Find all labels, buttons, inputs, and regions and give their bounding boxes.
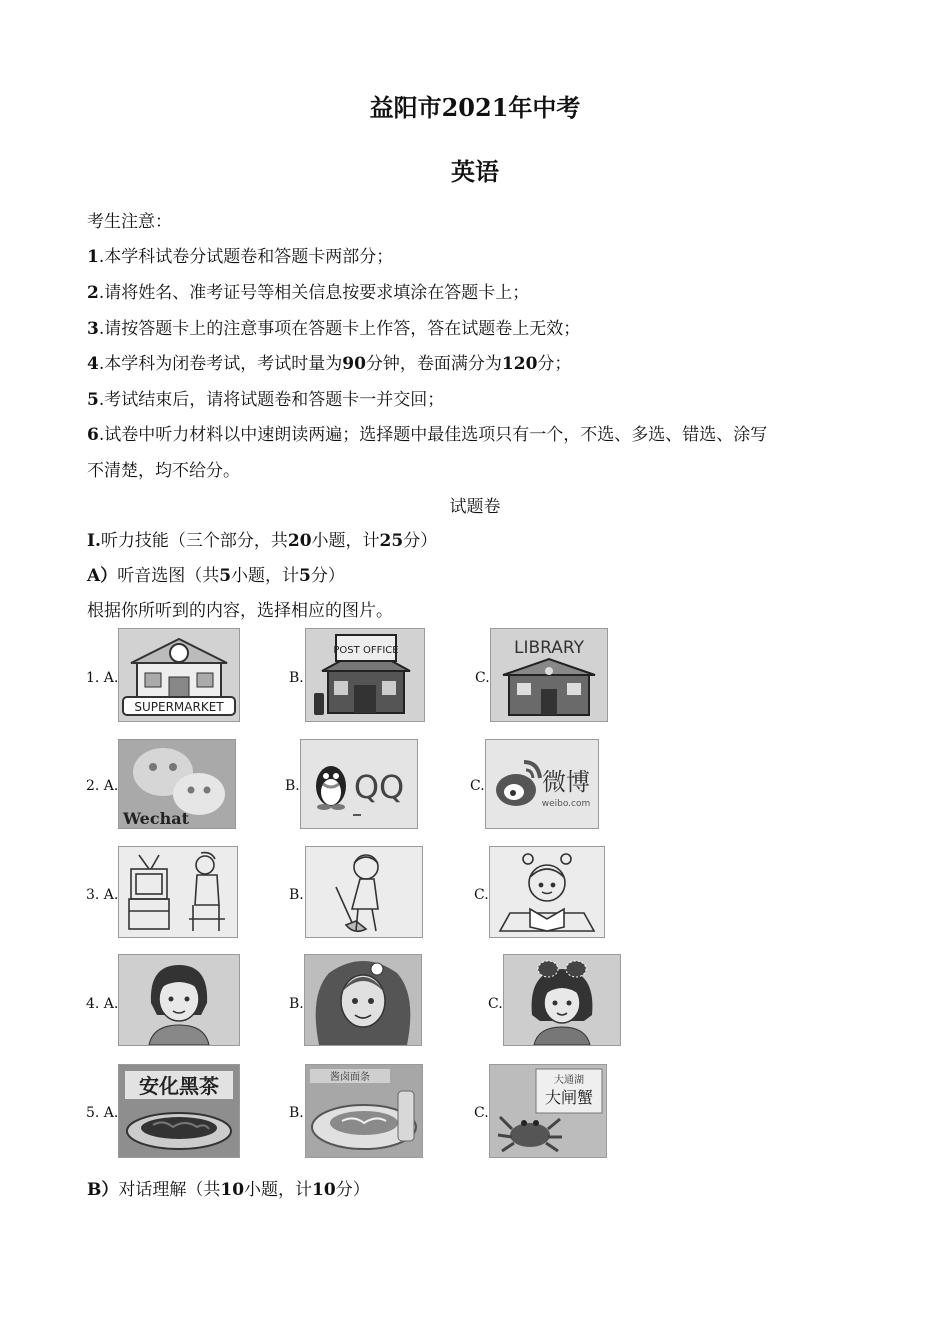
option-label: C. <box>488 996 503 1012</box>
bow-hair-girl-picture <box>503 954 621 1046</box>
svg-text:Wechat: Wechat <box>123 809 189 828</box>
option-label: B. <box>285 778 300 794</box>
curly-hair-girl-picture <box>304 954 422 1046</box>
option-label: B. <box>289 670 304 686</box>
svg-text:weibo.com: weibo.com <box>541 799 591 809</box>
anhua-black-tea-picture <box>118 1064 240 1158</box>
option-label: B. <box>289 996 304 1012</box>
svg-text:酱卤面条: 酱卤面条 <box>330 1072 370 1083</box>
question-number: 2. A. <box>86 778 119 794</box>
notice-item: 2.请将姓名、准考证号等相关信息按要求填涂在答题卡上； <box>87 283 530 303</box>
question-number: 4. A. <box>86 996 119 1012</box>
reading-book-picture <box>489 846 605 938</box>
svg-text:SUPERMARKET: SUPERMARKET <box>134 700 224 714</box>
svg-text:大通湖: 大通湖 <box>554 1075 584 1086</box>
option-label: C. <box>474 1105 489 1121</box>
supermarket-picture <box>118 628 240 722</box>
question-number: 5. A. <box>86 1105 119 1121</box>
exam-title: 益阳市2021年中考 <box>369 93 581 122</box>
noodle-dish-picture <box>305 1064 423 1158</box>
part-a-heading: A）听音选图（共5小题，计5分） <box>87 566 345 586</box>
post-office-picture <box>305 628 425 722</box>
short-hair-girl-picture <box>118 954 240 1046</box>
notice-item: 4.本学科为闭卷考试，考试时量为90分钟，卷面满分为120分； <box>87 354 572 374</box>
svg-text:QQ: QQ <box>353 768 405 806</box>
notice-item: 6.试卷中听力材料以中速朗读两遍；选择题中最佳选项只有一个，不选、多选、错选、涂写 <box>87 425 768 445</box>
notice-item: 不清楚，均不给分。 <box>87 461 240 481</box>
option-label: C. <box>470 778 485 794</box>
option-label: B. <box>289 887 304 903</box>
hairy-crab-picture <box>489 1064 607 1158</box>
question-number: 1. A. <box>86 670 119 686</box>
svg-text:微博: 微博 <box>542 768 590 796</box>
section-heading: I.听力技能（三个部分，共20小题，计25分） <box>87 531 438 551</box>
paper-label: 试题卷 <box>449 497 501 517</box>
svg-text:安化黑茶: 安化黑茶 <box>139 1074 219 1098</box>
question-number: 3. A. <box>86 887 119 903</box>
option-label: C. <box>474 887 489 903</box>
option-label: C. <box>475 670 490 686</box>
part-b-heading: B）对话理解（共10小题，计10分） <box>87 1180 370 1200</box>
qq-logo-picture <box>300 739 418 829</box>
subject-title: 英语 <box>451 157 499 186</box>
option-label: B. <box>289 1105 304 1121</box>
weibo-logo-picture <box>485 739 599 829</box>
notice-heading: 考生注意： <box>87 212 172 232</box>
instruction-text: 根据你所听到的内容，选择相应的图片。 <box>87 601 393 621</box>
svg-text:大闸蟹: 大闸蟹 <box>544 1088 594 1107</box>
notice-item: 5.考试结束后，请将试题卷和答题卡一并交回； <box>87 390 445 410</box>
library-picture <box>490 628 608 722</box>
svg-text:LIBRARY: LIBRARY <box>513 638 585 658</box>
notice-item: 3.请按答题卡上的注意事项在答题卡上作答，答在试题卷上无效； <box>87 319 581 339</box>
wechat-logo-picture <box>118 739 236 829</box>
notice-item: 1.本学科试卷分试题卷和答题卡两部分； <box>87 247 394 267</box>
svg-text:POST OFFICE: POST OFFICE <box>333 645 399 656</box>
watching-tv-picture <box>118 846 238 938</box>
sweeping-floor-picture <box>305 846 423 938</box>
